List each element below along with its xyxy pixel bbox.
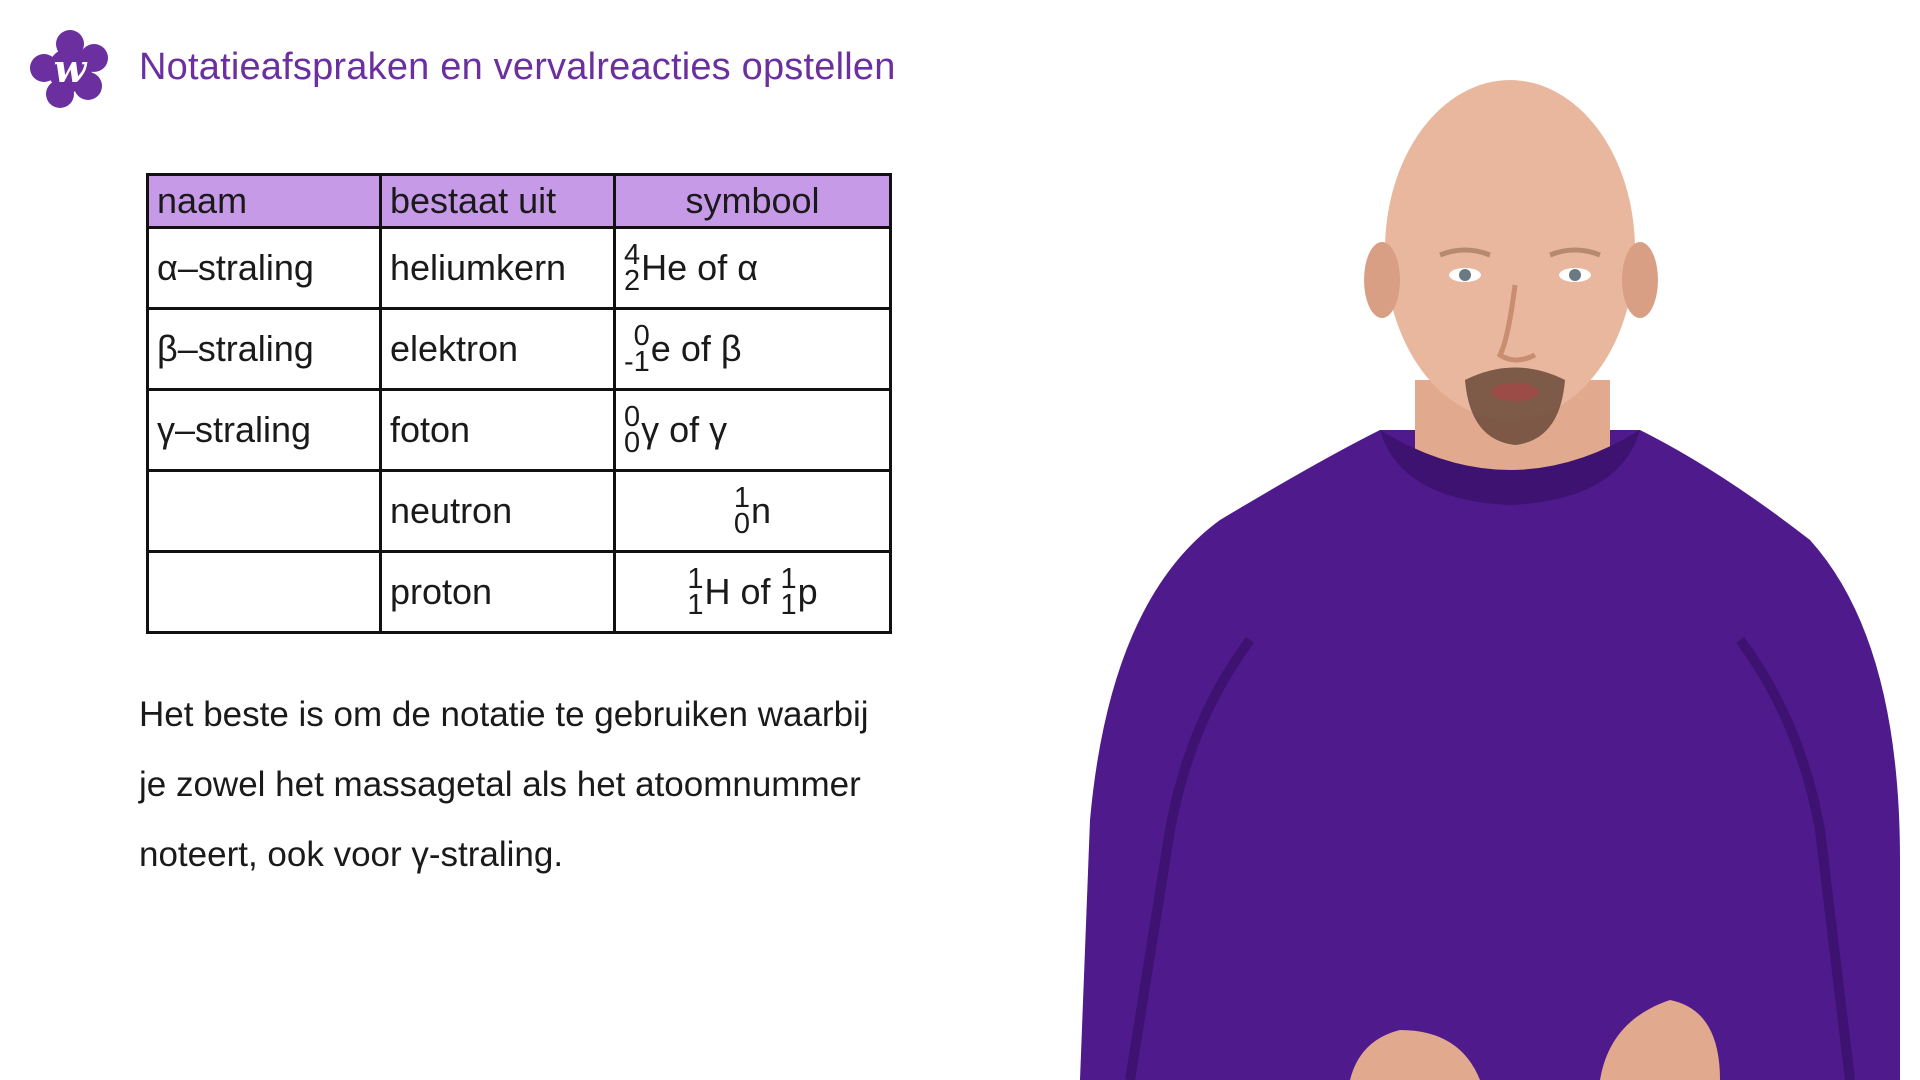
column-header-symbool: symbool [615, 175, 891, 228]
bestaat-uit-cell: elektron [381, 309, 615, 390]
presenter-shirt [1080, 430, 1900, 1080]
nuclide-symbol [624, 239, 759, 297]
atomic-number: -1 [624, 346, 650, 378]
element-symbol: H [704, 571, 731, 612]
naam-cell [148, 471, 381, 552]
atomic-number: 2 [624, 265, 641, 297]
symbool-cell [615, 390, 891, 471]
nuclide-symbol [624, 401, 728, 459]
atomic-number: 1 [687, 589, 704, 621]
mass-number: 4 [624, 239, 641, 271]
column-header-naam: naam [148, 175, 381, 228]
mass-number: 0 [624, 401, 641, 433]
mass-number: 1 [780, 563, 797, 595]
naam-cell: β–straling [148, 309, 381, 390]
presenter-image [1020, 0, 1920, 1080]
logo-letter: w [53, 46, 87, 91]
table-row [148, 552, 891, 633]
element-symbol: γ [641, 409, 660, 450]
element-symbol: p [797, 571, 818, 612]
brand-logo-icon [30, 30, 110, 110]
alternative-symbol: of α [697, 247, 759, 288]
element-symbol: n [751, 490, 772, 531]
atomic-number: 0 [624, 427, 641, 459]
nuclide-symbol [624, 320, 742, 378]
symbool-cell [615, 552, 891, 633]
nuclide-symbol [687, 563, 818, 621]
atomic-number: 0 [733, 508, 751, 540]
explanation-line: Het beste is om de notatie te gebruiken waarbij [139, 695, 869, 734]
nuclide-symbol [733, 482, 772, 540]
table-header-row [148, 175, 891, 228]
table-row [148, 228, 891, 309]
column-header-bestaat-uit: bestaat uit [381, 175, 615, 228]
table-row [148, 390, 891, 471]
atomic-number: 1 [780, 589, 797, 621]
table-row [148, 471, 891, 552]
alternative-symbol-separator: of [740, 571, 771, 612]
bestaat-uit-cell: foton [381, 390, 615, 471]
bestaat-uit-cell: neutron [381, 471, 615, 552]
naam-cell: α–straling [148, 228, 381, 309]
naam-cell: γ–straling [148, 390, 381, 471]
naam-cell [148, 552, 381, 633]
bestaat-uit-cell: proton [381, 552, 615, 633]
page-title: Notatieafspraken en vervalreacties opstellen [139, 46, 896, 88]
explanation-line: je zowel het massagetal als het atoomnummer [139, 765, 861, 804]
symbool-cell [615, 309, 891, 390]
mass-number: 1 [733, 482, 751, 514]
alternative-symbol: of β [680, 328, 742, 369]
alternative-symbol: of γ [669, 409, 728, 450]
element-symbol: e [650, 328, 671, 369]
symbool-cell [615, 228, 891, 309]
table-row [148, 309, 891, 390]
bestaat-uit-cell: heliumkern [381, 228, 615, 309]
explanation-line: noteert, ook voor γ-straling. [139, 835, 564, 874]
element-symbol: He [641, 247, 688, 288]
explanation-text [139, 680, 999, 890]
mass-number: 1 [687, 563, 704, 595]
notation-table [146, 173, 892, 634]
mass-number: 0 [633, 320, 650, 352]
symbool-cell [615, 471, 891, 552]
